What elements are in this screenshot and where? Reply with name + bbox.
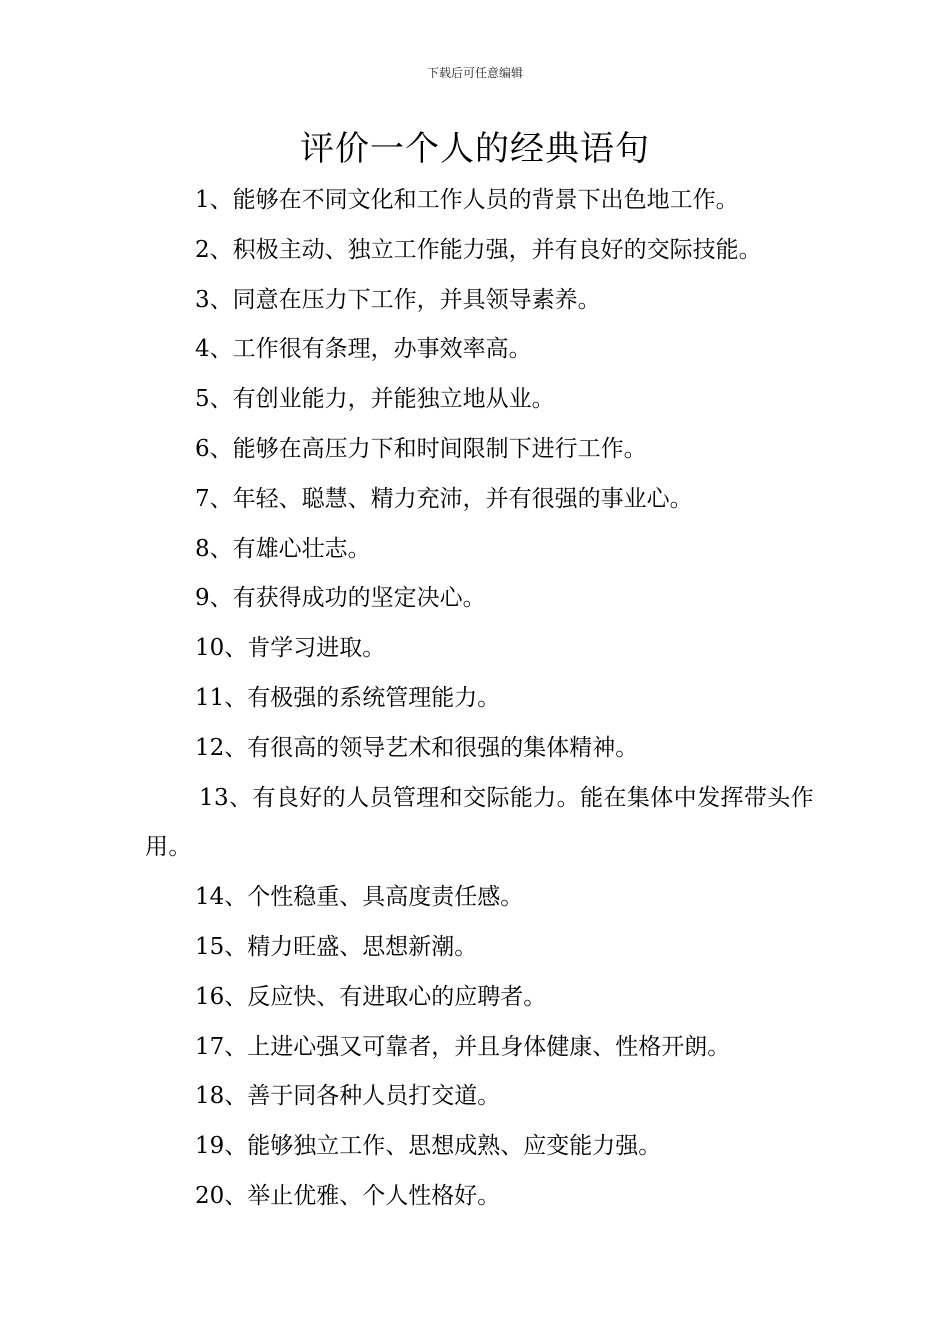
list-item: 9、有获得成功的坚定决心。 xyxy=(195,585,486,612)
list-item: 3、同意在压力下工作，并具领导素养。 xyxy=(195,286,601,313)
list-item: 4、工作很有条理，办事效率高。 xyxy=(195,336,532,363)
list-item: 1、能够在不同文化和工作人员的背景下出色地工作。 xyxy=(195,187,739,213)
list-item: 11、有极强的系统管理能力。 xyxy=(195,684,501,711)
list-item: 2、积极主动、独立工作能力强，并有良好的交际技能。 xyxy=(195,236,762,263)
list-item: 16、反应快、有进取心的应聘者。 xyxy=(195,983,547,1010)
statement-list xyxy=(145,176,820,1222)
header-note: 下载后可任意编辑 xyxy=(426,66,523,80)
list-item: 19、能够独立工作、思想成熟、应变能力强。 xyxy=(195,1133,662,1160)
list-item: 5、有创业能力，并能独立地从业。 xyxy=(195,386,555,413)
list-item: 10、肯学习进取。 xyxy=(195,635,386,662)
document-title: 评价一个人的经典语句 xyxy=(300,129,650,169)
list-item: 7、年轻、聪慧、精力充沛，并有很强的事业心。 xyxy=(195,485,693,512)
list-item: 8、有雄心壮志。 xyxy=(195,535,371,562)
list-item: 18、善于同各种人员打交道。 xyxy=(195,1083,501,1110)
list-item: 14、个性稳重、具高度责任感。 xyxy=(195,884,524,911)
list-item: 13、有良好的人员管理和交际能力。能在集体中发挥带头作用。 xyxy=(145,784,815,861)
list-item: 6、能够在高压力下和时间限制下进行工作。 xyxy=(195,435,647,462)
list-item: 12、有很高的领导艺术和很强的集体精神。 xyxy=(195,734,639,761)
list-item: 15、精力旺盛、思想新潮。 xyxy=(195,933,478,960)
list-item: 17、上进心强又可靠者，并且身体健康、性格开朗。 xyxy=(195,1033,731,1060)
list-item: 20、举止优雅、个人性格好。 xyxy=(195,1182,501,1209)
